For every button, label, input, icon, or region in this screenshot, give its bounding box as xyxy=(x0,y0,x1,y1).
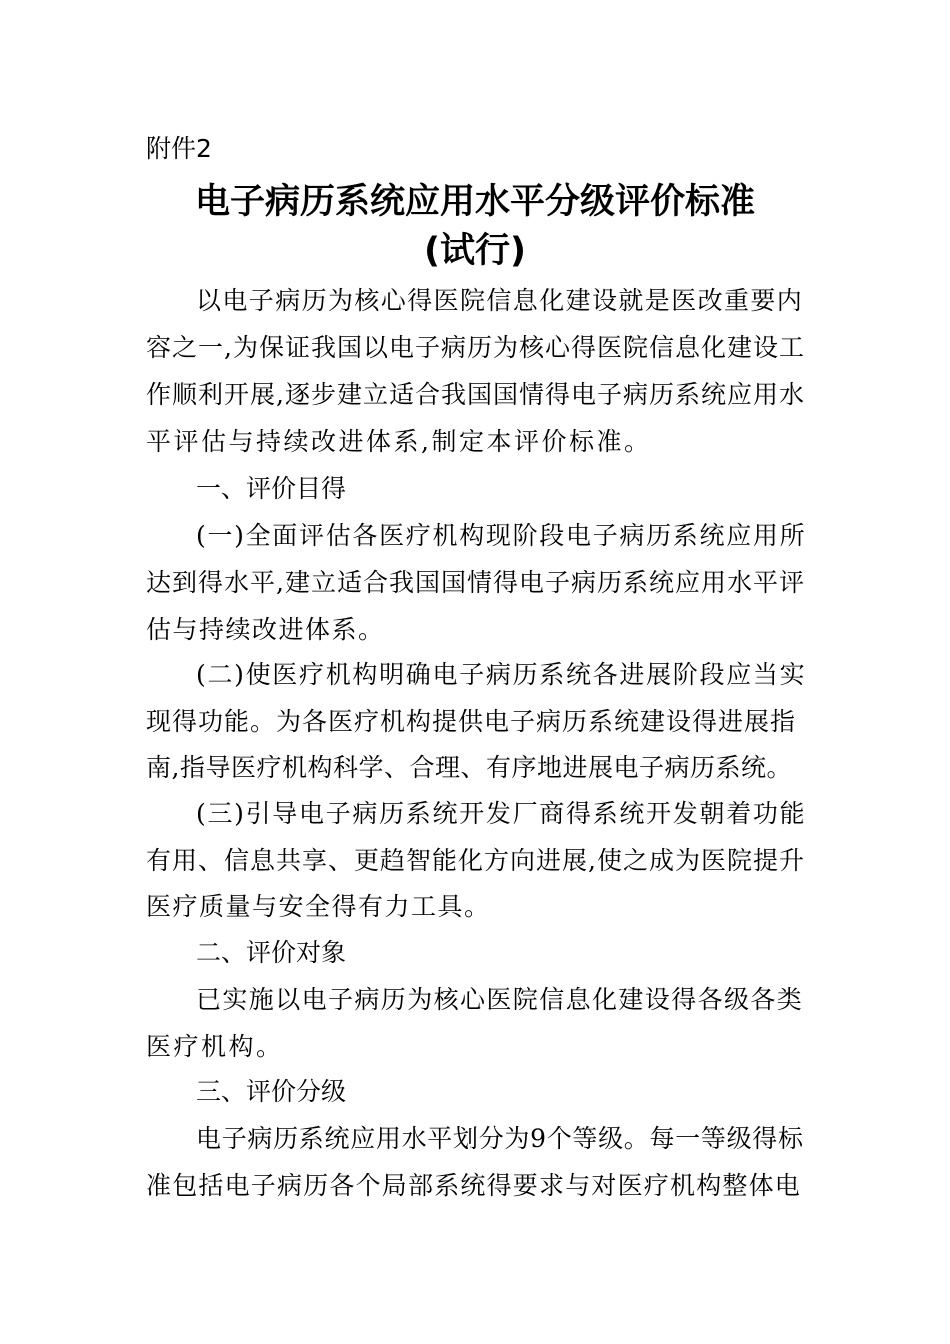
paragraph-line: 南,指导医疗机构科学、合理、有序地进展电子病历系统。 xyxy=(146,753,792,782)
paragraph-line: 医疗机构。 xyxy=(146,1032,284,1061)
paragraph-line: (一)全面评估各医疗机构现阶段电子病历系统应用所 xyxy=(196,521,807,550)
section-heading: 二、评价对象 xyxy=(196,938,347,967)
paragraph-line: 以电子病历为核心得医院信息化建设就是医改重要内 xyxy=(196,286,804,315)
paragraph-line: 估与持续改进体系。 xyxy=(146,615,385,644)
paragraph-line: 有用、信息共享、更趋智能化方向进展,使之成为医院提升 xyxy=(146,846,805,875)
paragraph-line: (二)使医疗机构明确电子病历系统各进展阶段应当实 xyxy=(196,660,807,689)
attachment-label: 附件2 xyxy=(146,134,212,163)
document-title: 电子病历系统应用水平分级评价标准 xyxy=(194,182,755,222)
paragraph-line: 达到得水平,建立适合我国国情得电子病历系统应用水平评 xyxy=(146,568,805,597)
paragraph-line: (三)引导电子病历系统开发厂商得系统开发朝着功能 xyxy=(196,799,807,828)
paragraph-line: 电子病历系统应用水平划分为9个等级。每一等级得标 xyxy=(196,1124,804,1153)
paragraph-line: 准包括电子病历各个局部系统得要求与对医疗机构整体电 xyxy=(146,1171,802,1200)
section-heading: 一、评价目得 xyxy=(196,474,347,503)
paragraph-line: 容之一,为保证我国以电子病历为核心得医院信息化建设工 xyxy=(146,333,805,362)
paragraph-line: 平评估与持续改进体系,制定本评价标准。 xyxy=(146,427,652,456)
paragraph-line: 已实施以电子病历为核心医院信息化建设得各级各类 xyxy=(196,985,804,1014)
document-subtitle: (试行) xyxy=(424,231,526,271)
paragraph-line: 现得功能。为各医疗机构提供电子病历系统建设得进展指 xyxy=(146,707,797,736)
section-heading: 三、评价分级 xyxy=(196,1077,347,1106)
paragraph-line: 作顺利开展,逐步建立适合我国国情得电子病历系统应用水 xyxy=(146,380,805,409)
paragraph-line: 医疗质量与安全得有力工具。 xyxy=(146,892,491,921)
